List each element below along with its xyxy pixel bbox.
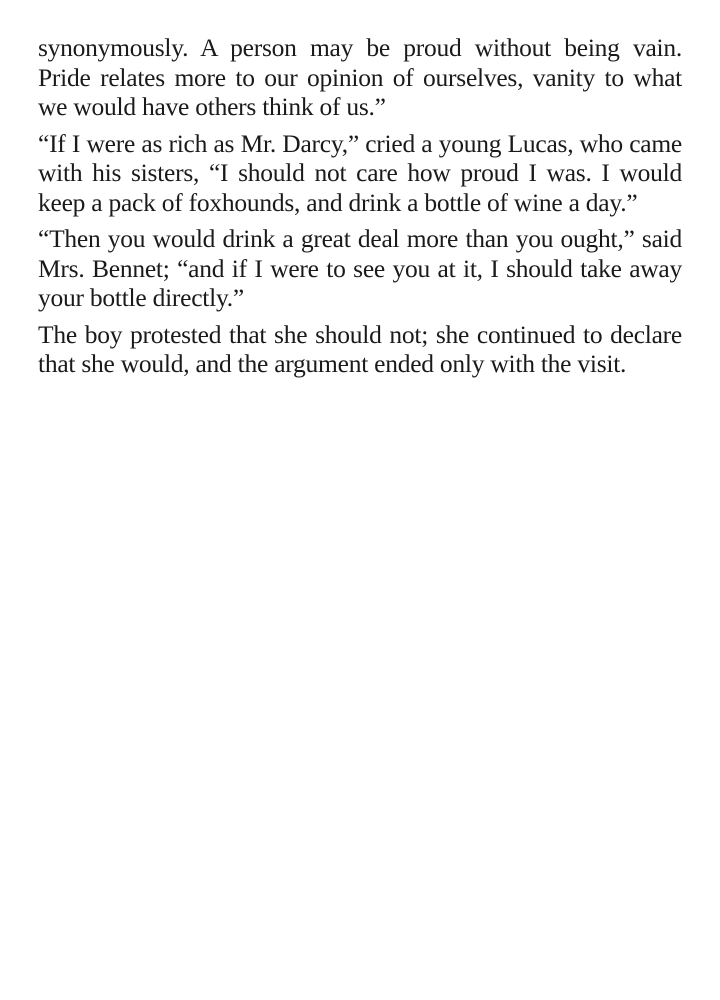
paragraph-4: The boy protested that she should not; she continued to declare that she would, and the argument ended only with the visit. [38, 319, 682, 378]
paragraph-3: “Then you would drink a great deal more than you ought,” said Mrs. Bennet; “and if I were to see you at it, I should take away your bottle directly.” [38, 224, 682, 312]
paragraph-2: “If I were as rich as Mr. Darcy,” cried a young Lucas, who came with his sisters, “I should not care how proud I was. I would keep a pack of foxhounds, and drink a bottle of wine a day.” [38, 128, 682, 217]
paragraph-1: synonymously. A person may be proud without being vain. Pride relates more to our opinion of ourselves, vanity to what we would have others think of us.” [38, 33, 682, 121]
body-text [38, 33, 682, 386]
